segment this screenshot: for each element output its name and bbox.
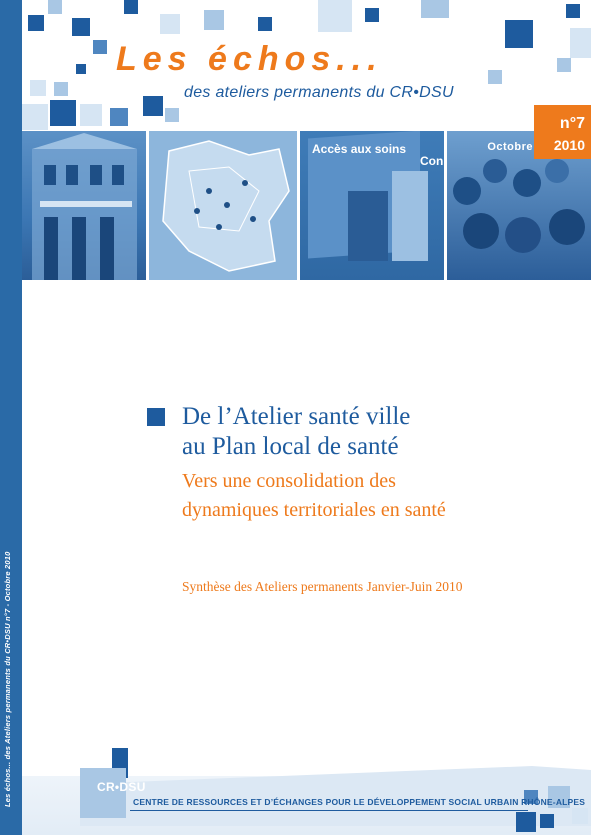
- svg-text:Accès aux soins: Accès aux soins: [311, 142, 406, 156]
- issue-number: n°7: [559, 115, 585, 132]
- footer-organization-name: CENTRE DE RESSOURCES ET D’ÉCHANGES POUR LE DÉVELOPPEMENT SOCIAL URBAIN RHÔNE-ALPES: [133, 797, 586, 807]
- svg-text:Con: Con: [419, 154, 443, 168]
- header-subtitle: des ateliers permanents du CR•DSU: [184, 84, 454, 101]
- main-subtitle-line1: Vers une consolidation des: [182, 470, 396, 492]
- header-title: Les échos...: [116, 40, 383, 78]
- main-title-line1: De l’Atelier santé ville: [182, 403, 411, 430]
- photo-strip: [22, 131, 591, 280]
- footer-divider: [130, 810, 528, 811]
- main-title: [182, 402, 562, 462]
- main-title-line2: au Plan local de santé: [182, 433, 399, 460]
- issue-year: 2010: [553, 137, 585, 153]
- spine-text: Les échos... des Ateliers permanents du CR•DSU n°7 - Octobre 2010: [3, 551, 12, 807]
- crdsu-logo-text: CR•DSU: [97, 780, 146, 794]
- main-subtitle-line2: dynamiques territoriales en santé: [182, 499, 446, 521]
- spine-bar: [0, 0, 22, 835]
- title-bullet-square: [147, 408, 165, 426]
- photo-town-hall: [22, 131, 146, 280]
- issue-badge: [534, 105, 591, 159]
- synthese-line: Synthèse des Ateliers permanents Janvier-Juin 2010: [182, 579, 463, 594]
- main-subtitle: [182, 467, 562, 525]
- photo-map: [149, 131, 296, 280]
- issue-month: Octobre: [487, 141, 533, 153]
- photo-access-care: [300, 131, 444, 280]
